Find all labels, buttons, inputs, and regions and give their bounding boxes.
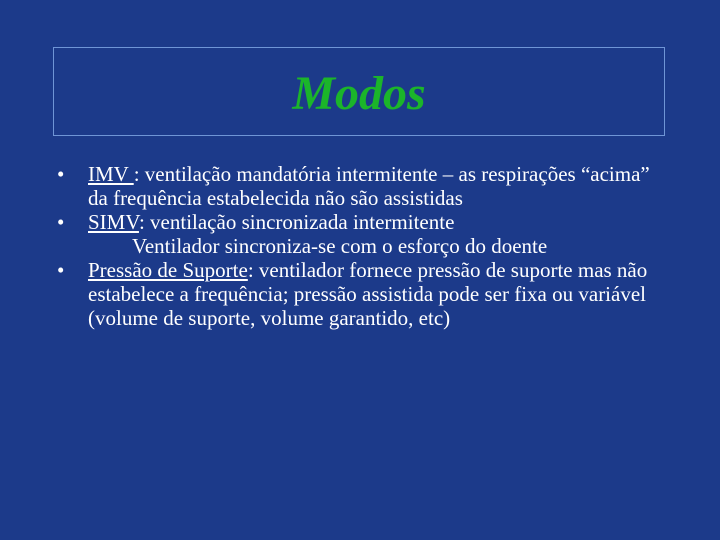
bullet-list [57, 162, 672, 330]
bullet-item-simv [57, 210, 672, 258]
definition-pressao-suporte: : ventilador fornece pressão de suporte mas não estabelece a frequência; pressão assistida pode ser fixa ou variável (volume de suporte, volume garantido, etc) [88, 258, 648, 330]
term-simv: SIMV [88, 210, 139, 234]
title-box [53, 47, 665, 136]
bullet-icon: • [57, 162, 65, 186]
definition-simv: : ventilação sincronizada intermitente [138, 210, 455, 234]
bullet-icon: • [57, 258, 65, 282]
bullet-icon: • [57, 210, 65, 234]
slide-title: Modos [292, 66, 426, 120]
subtext-simv: Ventilador sincroniza-se com o esforço do doente [132, 234, 548, 258]
bullet-item-pressao-suporte [57, 258, 672, 330]
definition-imv: : ventilação mandatória intermitente – as respirações “acima” da frequência estabelecida não são assistidas [88, 162, 650, 210]
bullet-item-imv [57, 162, 672, 210]
term-imv: IMV [88, 162, 134, 186]
term-pressao-suporte: Pressão de Suporte [88, 258, 248, 282]
